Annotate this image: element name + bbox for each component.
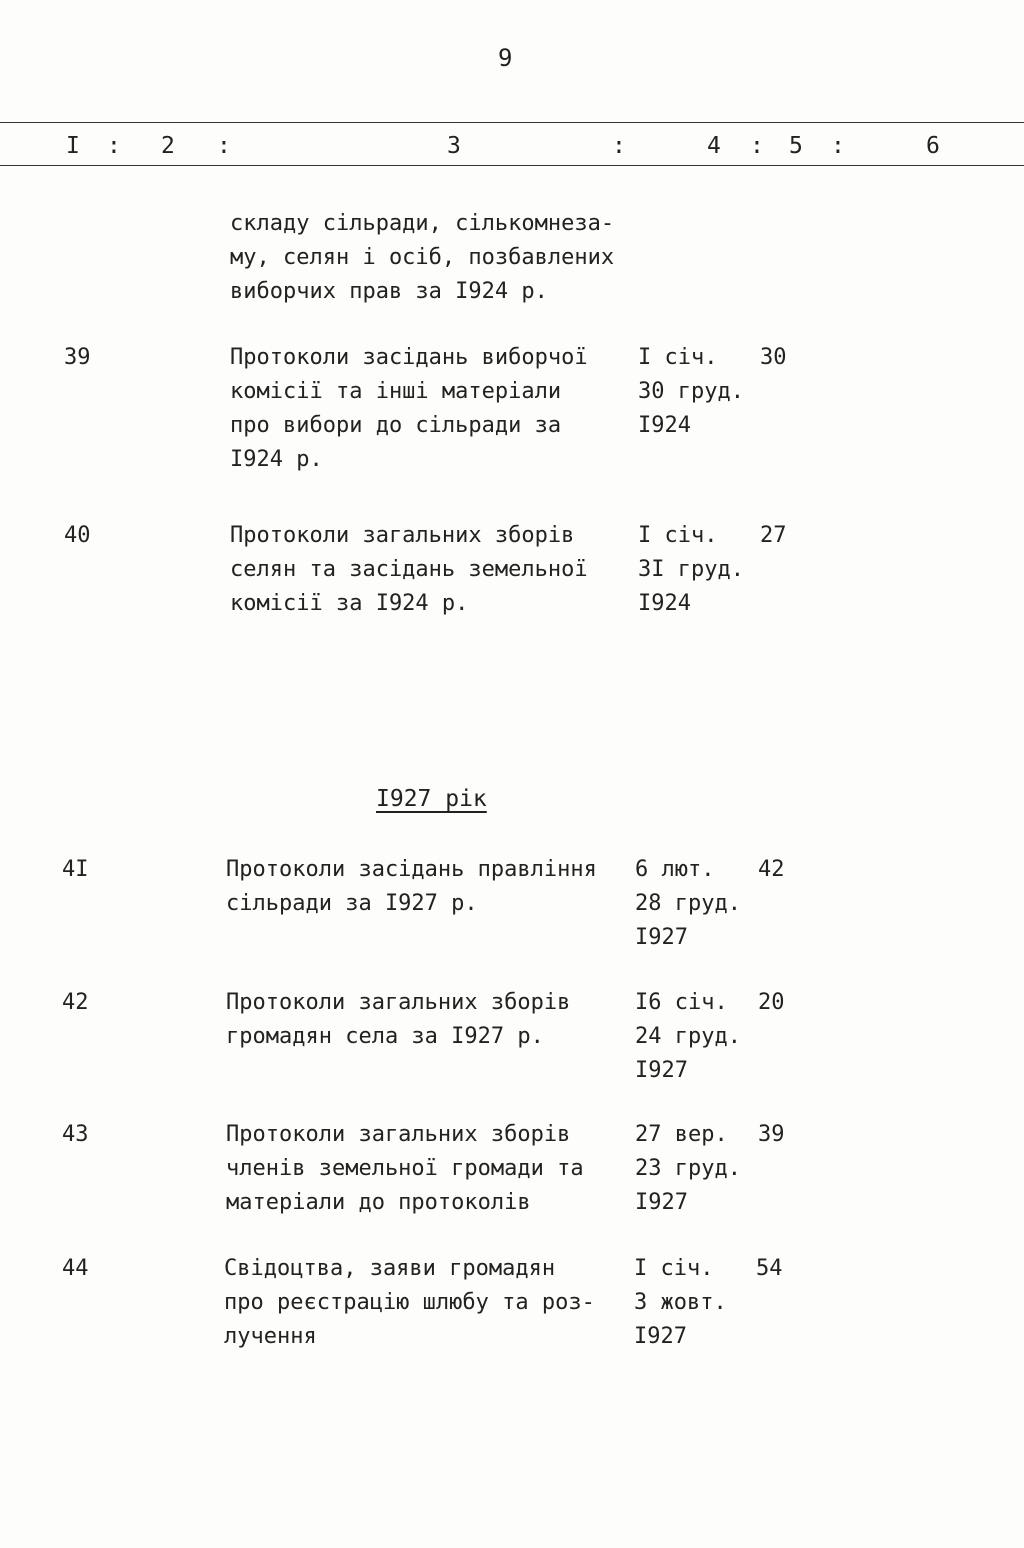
entry-number: 4I <box>62 857 89 882</box>
entry-description: складу сільради, сількомнеза- му, селян і осіб, позбавлених виборчих прав за I924 р. <box>230 211 615 304</box>
entry-dates: I січ. 3I груд. I924 <box>638 523 744 616</box>
entry-description: Протоколи загальних зборів селян та засідань земельної комісії за I924 р. <box>230 523 588 616</box>
page-number: 9 <box>498 44 513 72</box>
entry-dates: I6 січ. 24 груд. I927 <box>635 990 741 1083</box>
entry-number: 42 <box>62 990 89 1015</box>
entry-description: Протоколи засідань виборчої комісії та інші матеріали про вибори до сільради за I924 р. <box>230 345 588 472</box>
column-header-2: 2 <box>161 133 175 159</box>
entry-number: 40 <box>64 523 91 548</box>
entry-number: 43 <box>62 1122 89 1147</box>
header-bottom-rule <box>0 165 1024 166</box>
entry-number: 44 <box>62 1256 89 1281</box>
entry-description: Свідоцтва, заяви громадян про реєстрацію шлюбу та роз- лучення <box>224 1256 595 1349</box>
entry-description: Протоколи загальних зборів членів земельної громади та матеріали до протоколів <box>226 1122 584 1215</box>
entry-sheet-count: 30 <box>760 345 787 370</box>
entry-sheet-count: 20 <box>758 990 785 1015</box>
column-header-6: 6 <box>926 133 940 159</box>
entry-dates: I січ. 3 жовт. I927 <box>634 1256 727 1349</box>
entry-sheet-count: 39 <box>758 1122 785 1147</box>
column-separator: : <box>831 133 845 159</box>
entry-description: Протоколи засідань правління сільради за I927 р. <box>226 857 597 916</box>
header-top-rule <box>0 122 1024 123</box>
column-header-1: I <box>66 133 80 159</box>
entry-dates: I січ. 30 груд. I924 <box>638 345 744 438</box>
column-separator: : <box>217 133 231 159</box>
entry-dates: 27 вер. 23 груд. I927 <box>635 1122 741 1215</box>
entry-description: Протоколи загальних зборів громадян села за I927 р. <box>226 990 571 1049</box>
column-header-5: 5 <box>789 133 803 159</box>
column-separator: : <box>750 133 764 159</box>
entry-number: 39 <box>64 345 91 370</box>
column-separator: : <box>107 133 121 159</box>
column-separator: : <box>612 133 626 159</box>
entry-sheet-count: 54 <box>756 1256 783 1281</box>
column-header-3: 3 <box>447 133 461 159</box>
column-header-4: 4 <box>707 133 721 159</box>
entry-sheet-count: 42 <box>758 857 785 882</box>
entry-sheet-count: 27 <box>760 523 787 548</box>
entry-dates: 6 лют. 28 груд. I927 <box>635 857 741 950</box>
section-title: I927 рік <box>376 786 487 812</box>
